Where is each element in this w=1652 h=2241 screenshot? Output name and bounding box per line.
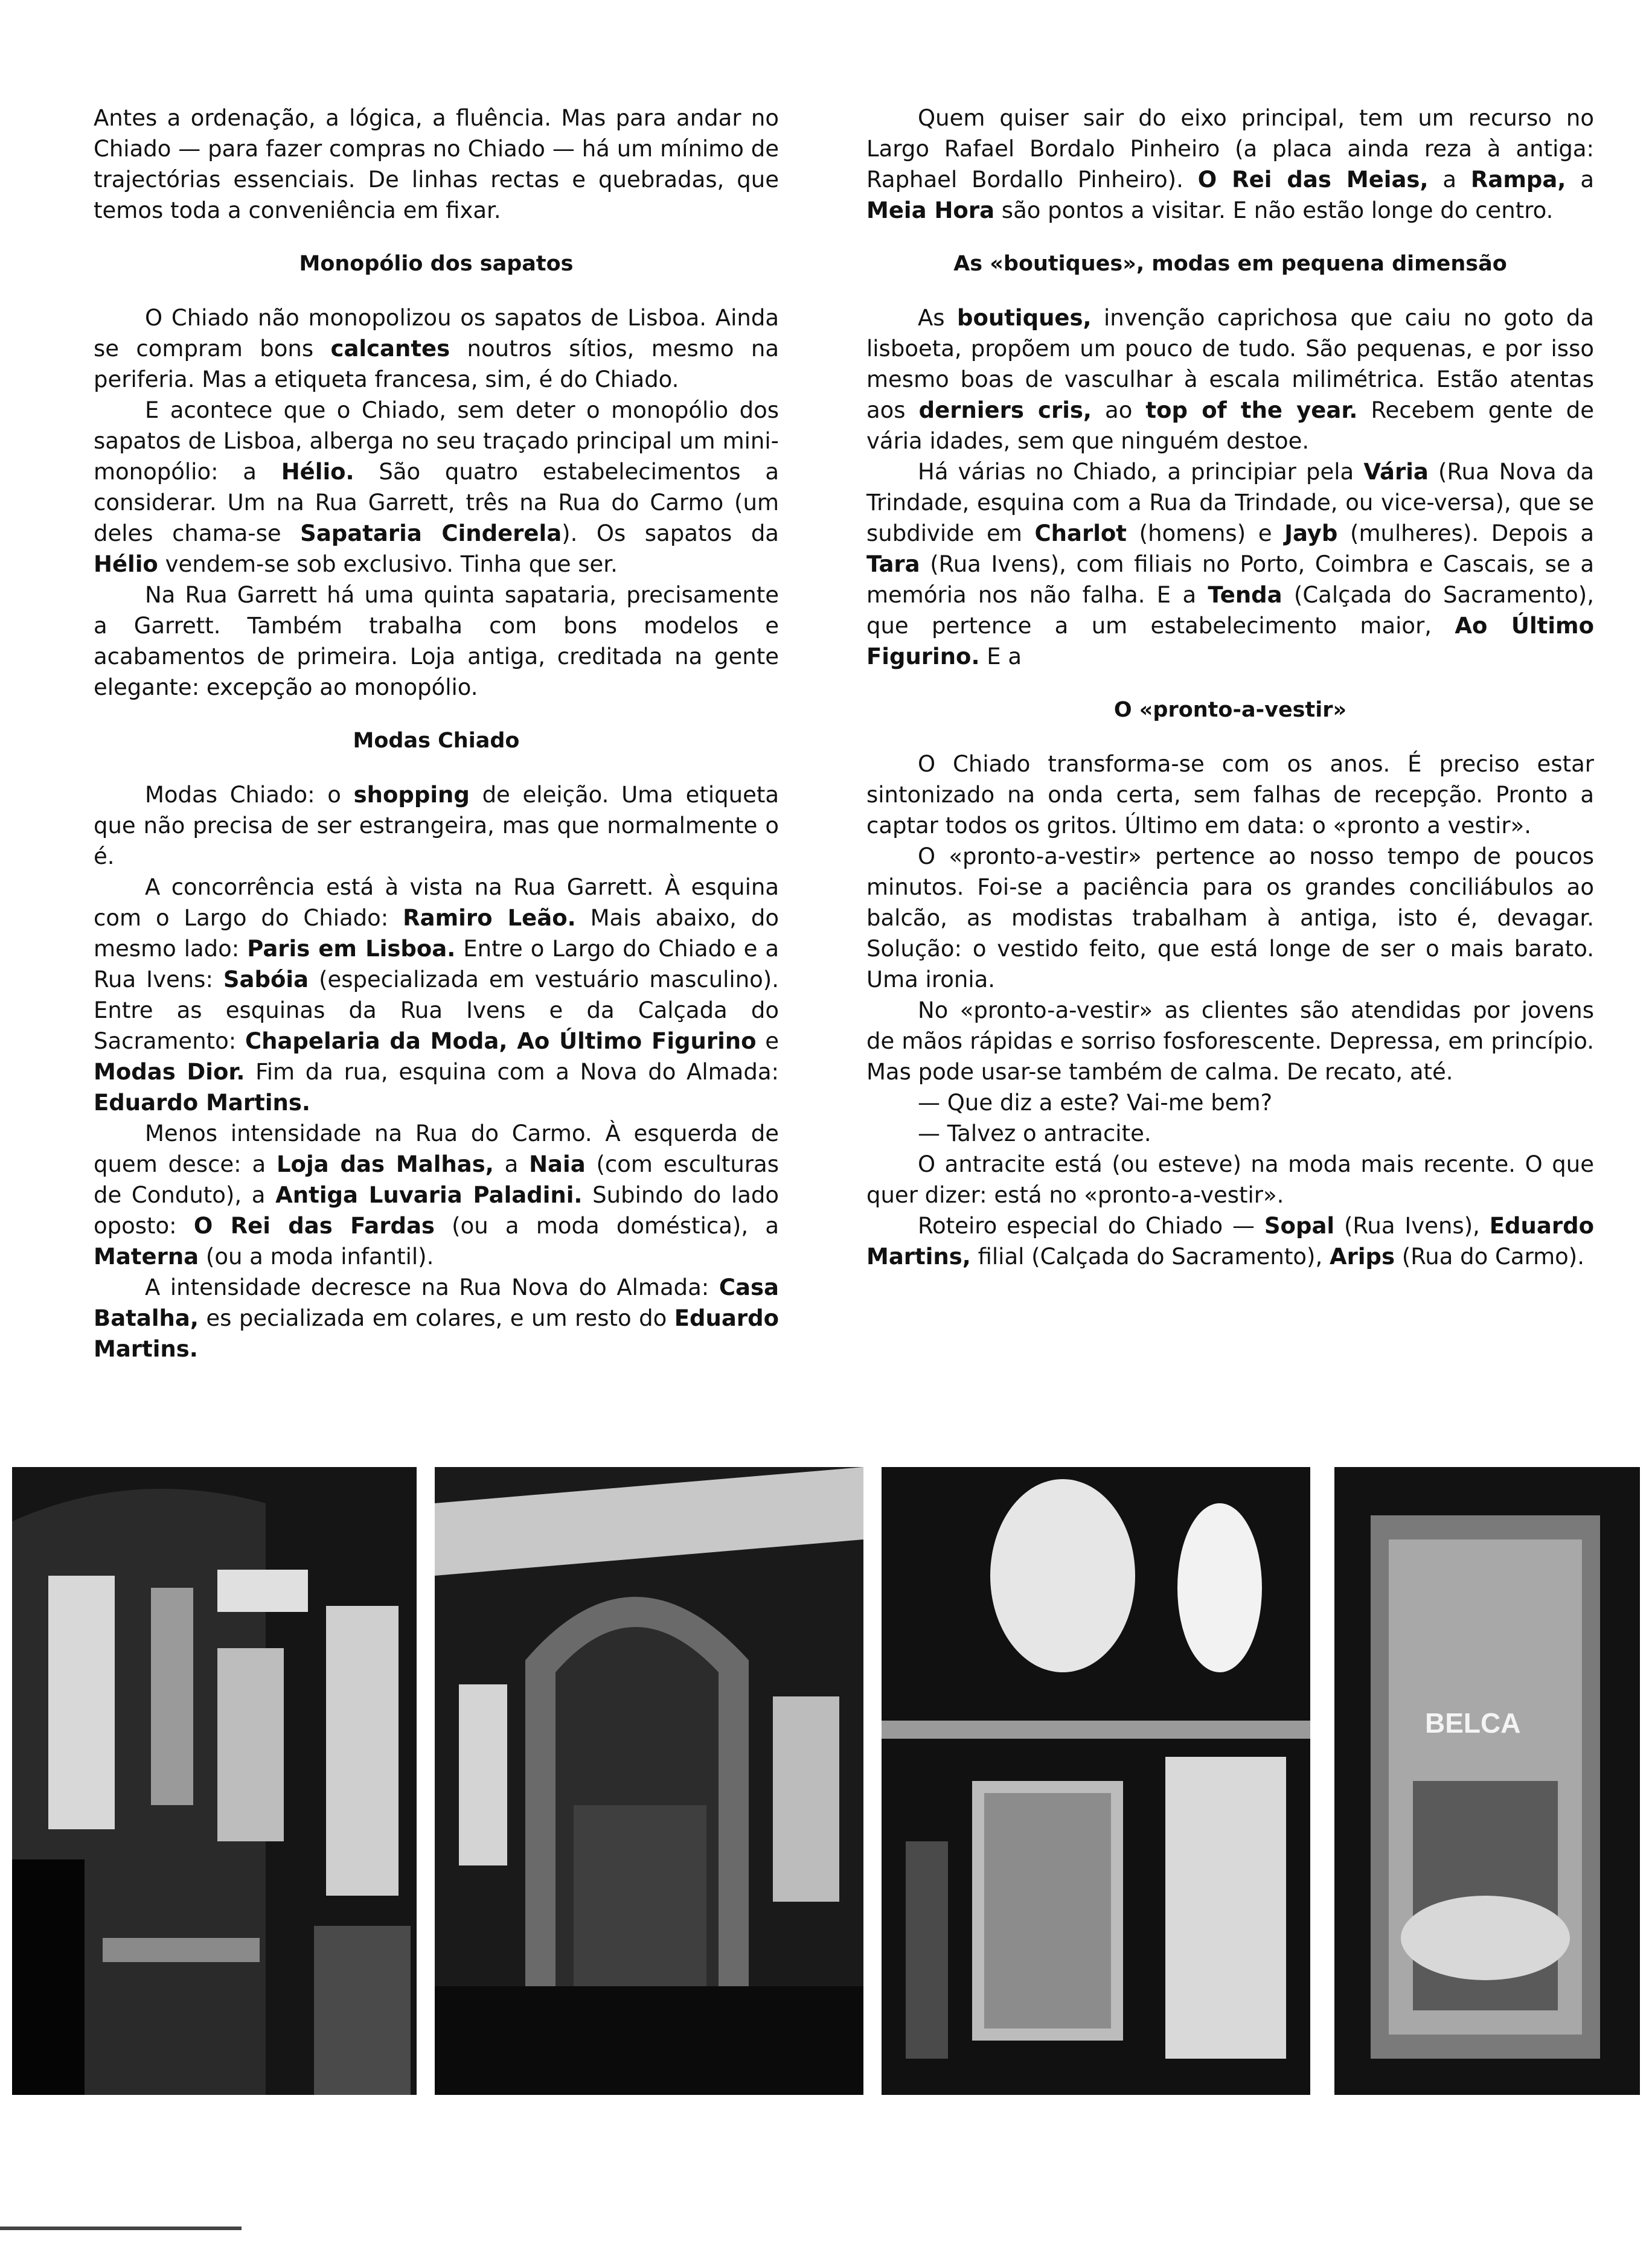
photo-strip [12, 1467, 1640, 2095]
paragraph: Modas Chiado: o shopping de eleição. Uma etiqueta que não precisa de ser estrangeira, mas que normalmente o é. [94, 782, 780, 869]
paragraph: Roteiro especial do Chiado — Sopal (Rua Ivens), Eduardo Martins, filial (Calçada do Sacramento), Arips (Rua do Carmo). [866, 1213, 1594, 1270]
shop-sign: BELCA [1425, 1707, 1521, 1739]
paragraph: O «pronto-a-vestir» pertence ao nosso tempo de poucos minutos. Foi-se a paciência para os grandes conciliábulos ao balcão, as modistas trabalham à antiga, isto é, devagar. Solução: o vestido feito, que está longe de ser o mais barato. Uma ironia. [866, 843, 1594, 993]
paragraph: No «pronto-a-vestir» as clientes são atendidas por jovens de mãos rápidas e sorriso fosforescente. Depressa, em princípio. Mas pode usar-se também de calma. De recato, até. [866, 997, 1594, 1085]
photo-lit-interior [882, 1467, 1310, 2095]
paragraph: O Chiado transforma-se com os anos. É preciso estar sintonizado na onda certa, sem falhas de recepção. Pronto a captar todos os gritos. Último em data: o «pronto a vestir». [866, 751, 1594, 839]
paragraph: E acontece que o Chiado, sem deter o monopólio dos sapatos de Lisboa, alberga no seu traçado principal um mini-monopólio: a Hélio. São quatro estabelecimentos a considerar. Um na Rua Garrett, três na Rua do Carmo (um deles chama-se Sapataria Cinderela). Os sapatos da Hélio vendem-se sob exclusivo. Tinha que ser. [94, 397, 779, 577]
dialogue-line: — Que diz a este? Vai-me bem? [918, 1090, 1273, 1116]
paragraph: As boutiques, invenção caprichosa que caiu no goto da lisboeta, propõem um pouco de tudo. São pequenas, e por isso mesmo boas de vasculhar à escala milimétrica. Estão atentas aos derniers cris, ao top of the year. Recebem gente de vária idades, sem que ninguém destoe. [866, 305, 1594, 454]
photo-shop-window [1334, 1467, 1640, 2095]
heading-pronto-a-vestir: O «pronto-a-vestir» [1113, 698, 1347, 722]
paragraph: O Chiado não monopolizou os sapatos de Lisboa. Ainda se compram bons calcantes noutros sítios, mesmo na periferia. Mas a etiqueta francesa, sim, é do Chiado. [94, 305, 779, 392]
heading-monopolio: Monopólio dos sapatos [299, 252, 574, 276]
paragraph: Menos intensidade na Rua do Carmo. À esquerda de quem desce: a Loja das Malhas, a Naia (com esculturas de Conduto), a Antiga Luvaria Paladini. Subindo do lado oposto: O Rei das Fardas (ou a moda doméstica), a Materna (ou a moda infantil). [94, 1120, 779, 1270]
left-column [94, 103, 779, 1364]
heading-boutiques: As «boutiques», modas em pequena dimensão [953, 252, 1507, 276]
paragraph: A concorrência está à vista na Rua Garrett. À esquina com o Largo do Chiado: Ramiro Leão. Mais abaixo, do mesmo lado: Paris em Lisboa. Entre o Largo do Chiado e a Rua Ivens: Sabóia (especializada em vestuário masculino). Entre as esquinas da Rua Ivens e da Calçada do Sacramento: Chapelaria da Moda, Ao Último Figurino e Modas Dior. Fim da rua, esquina com a Nova do Almada: Eduardo Martins. [94, 874, 780, 1116]
paragraph: A intensidade decresce na Rua Nova do Almada: Casa Batalha, es pecializada em colares, e um resto do Eduardo Martins. [94, 1274, 779, 1362]
intro-paragraph: Antes a ordenação, a lógica, a fluência. Mas para andar no Chiado — para fazer compras no Chiado — há um mínimo de trajectórias essenciais. De linhas rectas e quebradas, que temos toda a conveniência em fixar. [94, 105, 779, 223]
paragraph: Há várias no Chiado, a principiar pela Vária (Rua Nova da Trindade, esquina com a Rua da Trindade, ou vice-versa), que se subdivide em Charlot (homens) e Jayb (mulheres). Depois a Tara (Rua Ivens), com filiais no Porto, Coimbra e Cascais, se a memória nos não falha. E a Tenda (Calçada do Sacramento), que pertence a um estabelecimento maior, Ao Último Figurino. E a [866, 459, 1595, 670]
photo-arched-doorway [435, 1467, 863, 2095]
paragraph: O antracite está (ou esteve) na moda mais recente. O que quer dizer: está no «pronto-a-vestir». [866, 1151, 1594, 1208]
heading-modas-chiado: Modas Chiado [353, 729, 520, 753]
intro-paragraph: Quem quiser sair do eixo principal, tem um recurso no Largo Rafael Bordalo Pinheiro (a placa ainda reza à antiga: Raphael Bordallo Pinheiro). O Rei das Meias, a Rampa, a Meia Hora são pontos a visitar. E não estão longe do centro. [866, 105, 1594, 223]
paragraph: Na Rua Garrett há uma quinta sapataria, precisamente a Garrett. Também trabalha com bons modelos e acabamentos de primeira. Loja antiga, creditada na gente elegante: excepção ao monopólio. [94, 582, 779, 700]
right-column [866, 103, 1594, 1272]
bottom-rule [0, 2227, 242, 2230]
dialogue-line: — Talvez o antracite. [918, 1120, 1151, 1146]
photo-storefront-1 [12, 1467, 417, 2095]
